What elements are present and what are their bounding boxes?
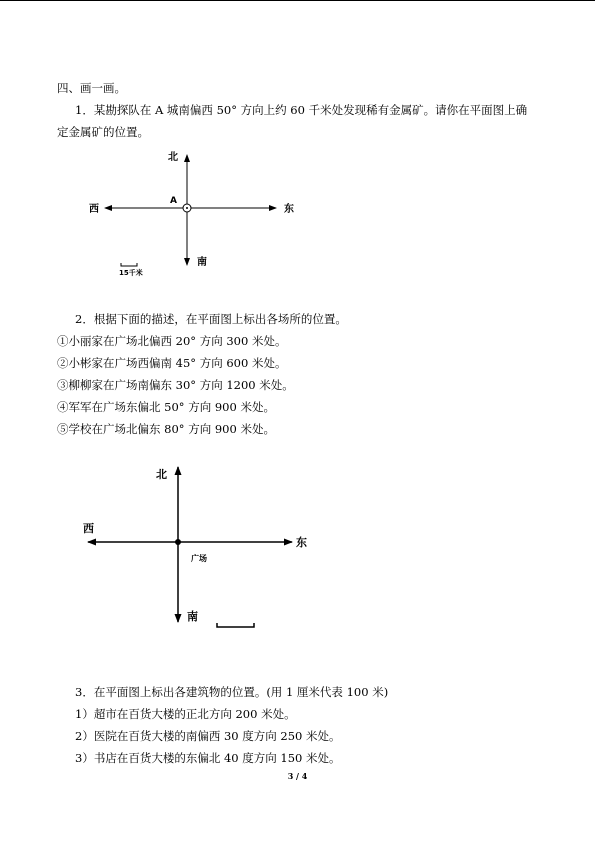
- square-center-dot: [175, 539, 181, 545]
- question-3-item: 1）超市在百货大楼的正北方向 200 米处。: [75, 707, 296, 721]
- west-label: 西: [83, 522, 94, 535]
- question-2-item: ③柳柳家在广场南偏东 30° 方向 1200 米处。: [57, 378, 294, 392]
- north-label: 北: [168, 152, 178, 163]
- question-2-item: ②小彬家在广场西偏南 45° 方向 600 米处。: [57, 356, 287, 370]
- point-a-label: A: [170, 196, 177, 206]
- scale-label-1: 15千米: [119, 269, 143, 277]
- north-label: 北: [156, 468, 167, 481]
- west-label: 西: [89, 204, 99, 215]
- question-2-item: ④军军在广场东偏北 50° 方向 900 米处。: [57, 400, 275, 414]
- question-3-intro: 3．在平面图上标出各建筑物的位置。(用 1 厘米代表 100 米): [75, 685, 389, 699]
- section-title: 四、画一画。: [57, 81, 126, 95]
- east-label: 东: [284, 204, 294, 215]
- question-3-item: 2）医院在百货大楼的南偏西 30 度方向 250 米处。: [75, 729, 341, 743]
- south-label: 南: [197, 257, 207, 268]
- scale-bar-2: [217, 623, 254, 627]
- question-3-item: 3）书店在百货大楼的东偏北 40 度方向 150 米处。: [75, 751, 341, 765]
- east-label: 东: [296, 536, 307, 549]
- question-1-line-2: 定金属矿的位置。: [57, 125, 149, 139]
- question-2-intro: 2．根据下面的描述，在平面图上标出各场所的位置。: [75, 312, 347, 326]
- south-label: 南: [187, 610, 198, 623]
- question-2-item: ①小丽家在广场北偏西 20° 方向 300 米处。: [57, 334, 287, 348]
- square-label: 广场: [191, 554, 207, 563]
- page-number: 3 / 4: [287, 771, 308, 781]
- question-1-line-1: 1．某勘探队在 A 城南偏西 50° 方向上约 60 千米处发现稀有金属矿。请你在平面图上确: [75, 103, 528, 117]
- question-2-item: ⑤学校在广场北偏东 80° 方向 900 米处。: [57, 422, 275, 436]
